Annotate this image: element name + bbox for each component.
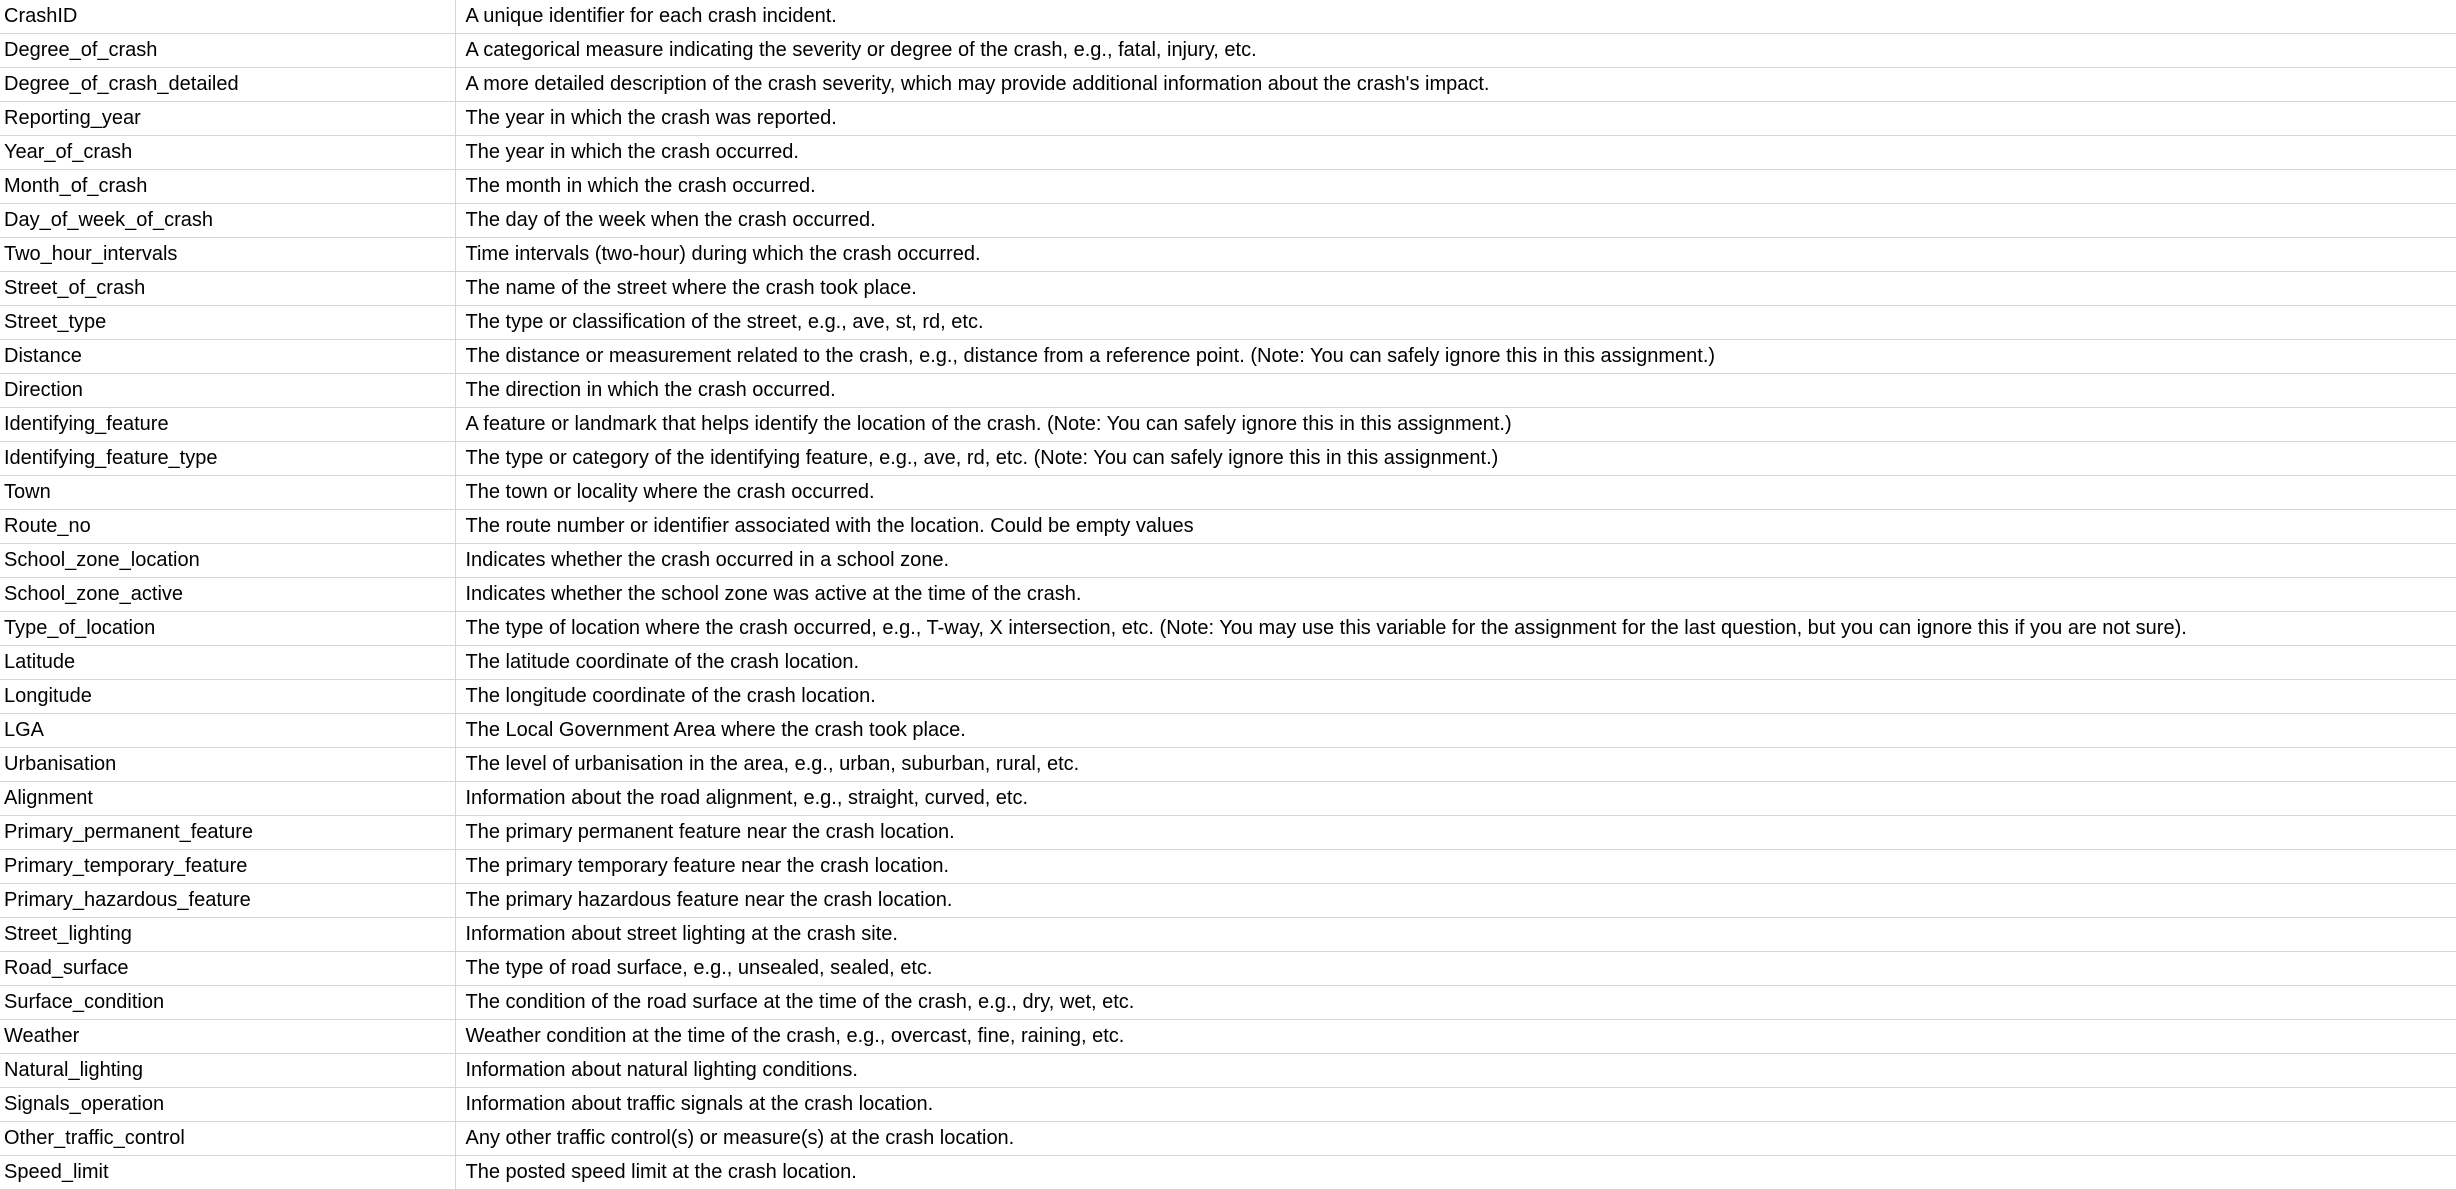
variable-name-cell[interactable]: Latitude	[0, 646, 455, 680]
variable-name-cell[interactable]: Direction	[0, 374, 455, 408]
variable-name-cell[interactable]: Weather	[0, 1020, 455, 1054]
variable-name-cell[interactable]: Longitude	[0, 680, 455, 714]
variable-description-cell[interactable]: The name of the street where the crash took place.	[455, 272, 2456, 306]
variable-description-cell[interactable]: The type or category of the identifying feature, e.g., ave, rd, etc. (Note: You can safely ignore this in this assignment.)	[455, 442, 2456, 476]
variable-name-cell[interactable]: Primary_permanent_feature	[0, 816, 455, 850]
variable-description-cell[interactable]: Weather condition at the time of the crash, e.g., overcast, fine, raining, etc.	[455, 1020, 2456, 1054]
variable-name-cell[interactable]: Speed_limit	[0, 1156, 455, 1190]
variable-name-cell[interactable]: Month_of_crash	[0, 170, 455, 204]
variable-name-cell[interactable]: Day_of_week_of_crash	[0, 204, 455, 238]
variable-description-cell[interactable]: Any other traffic control(s) or measure(s) at the crash location.	[455, 1122, 2456, 1156]
table-row	[0, 408, 2456, 442]
table-row	[0, 0, 2456, 34]
variable-description-cell[interactable]: The level of urbanisation in the area, e.g., urban, suburban, rural, etc.	[455, 748, 2456, 782]
table-row	[0, 952, 2456, 986]
variable-description-cell[interactable]: Information about traffic signals at the crash location.	[455, 1088, 2456, 1122]
variable-description-cell[interactable]: Information about the road alignment, e.g., straight, curved, etc.	[455, 782, 2456, 816]
variable-description-cell[interactable]: The primary hazardous feature near the crash location.	[455, 884, 2456, 918]
variable-description-cell[interactable]: Time intervals (two-hour) during which the crash occurred.	[455, 238, 2456, 272]
variable-name-cell[interactable]: Route_no	[0, 510, 455, 544]
variable-description-cell[interactable]: The latitude coordinate of the crash location.	[455, 646, 2456, 680]
variable-name-cell[interactable]: Natural_lighting	[0, 1054, 455, 1088]
variable-description-cell[interactable]: The primary permanent feature near the crash location.	[455, 816, 2456, 850]
variable-description-cell[interactable]: The type of location where the crash occurred, e.g., T-way, X intersection, etc. (Note: You may use this variable for the assignment for the last question, but you can ignore this if you are not sure).	[455, 612, 2456, 646]
table-row	[0, 102, 2456, 136]
table-row	[0, 918, 2456, 952]
variable-description-cell[interactable]: The month in which the crash occurred.	[455, 170, 2456, 204]
table-row	[0, 510, 2456, 544]
variable-description-cell[interactable]: The posted speed limit at the crash location.	[455, 1156, 2456, 1190]
table-row	[0, 442, 2456, 476]
variable-description-cell[interactable]: The town or locality where the crash occurred.	[455, 476, 2456, 510]
variable-description-cell[interactable]: A feature or landmark that helps identify the location of the crash. (Note: You can safely ignore this in this assignment.)	[455, 408, 2456, 442]
table-row	[0, 1122, 2456, 1156]
variable-name-cell[interactable]: Other_traffic_control	[0, 1122, 455, 1156]
variable-name-cell[interactable]: Road_surface	[0, 952, 455, 986]
variable-description-cell[interactable]: A unique identifier for each crash incident.	[455, 0, 2456, 34]
table-row	[0, 612, 2456, 646]
table-row	[0, 136, 2456, 170]
table-row	[0, 476, 2456, 510]
variable-description-cell[interactable]: Indicates whether the school zone was active at the time of the crash.	[455, 578, 2456, 612]
variable-name-cell[interactable]: Surface_condition	[0, 986, 455, 1020]
table-row	[0, 782, 2456, 816]
variable-name-cell[interactable]: School_zone_active	[0, 578, 455, 612]
table-row	[0, 578, 2456, 612]
variable-description-cell[interactable]: The primary temporary feature near the crash location.	[455, 850, 2456, 884]
table-row	[0, 306, 2456, 340]
variable-name-cell[interactable]: Distance	[0, 340, 455, 374]
variable-name-cell[interactable]: Identifying_feature	[0, 408, 455, 442]
variable-name-cell[interactable]: Degree_of_crash_detailed	[0, 68, 455, 102]
variable-description-cell[interactable]: A categorical measure indicating the severity or degree of the crash, e.g., fatal, injury, etc.	[455, 34, 2456, 68]
variable-name-cell[interactable]: CrashID	[0, 0, 455, 34]
variable-name-cell[interactable]: Street_lighting	[0, 918, 455, 952]
variable-description-cell[interactable]: Information about street lighting at the crash site.	[455, 918, 2456, 952]
variable-name-cell[interactable]: Primary_hazardous_feature	[0, 884, 455, 918]
variable-name-cell[interactable]: Degree_of_crash	[0, 34, 455, 68]
variable-description-cell[interactable]: The day of the week when the crash occurred.	[455, 204, 2456, 238]
variable-description-cell[interactable]: The longitude coordinate of the crash location.	[455, 680, 2456, 714]
variable-description-cell[interactable]: A more detailed description of the crash severity, which may provide additional information about the crash's impact.	[455, 68, 2456, 102]
table-row	[0, 748, 2456, 782]
table-row	[0, 850, 2456, 884]
table-row	[0, 884, 2456, 918]
variable-description-cell[interactable]: The condition of the road surface at the time of the crash, e.g., dry, wet, etc.	[455, 986, 2456, 1020]
variable-description-cell[interactable]: Indicates whether the crash occurred in a school zone.	[455, 544, 2456, 578]
table-row	[0, 680, 2456, 714]
variable-description-cell[interactable]: The year in which the crash occurred.	[455, 136, 2456, 170]
table-row	[0, 68, 2456, 102]
variable-name-cell[interactable]: Signals_operation	[0, 1088, 455, 1122]
variable-description-cell[interactable]: The route number or identifier associated with the location. Could be empty values	[455, 510, 2456, 544]
variable-name-cell[interactable]: Identifying_feature_type	[0, 442, 455, 476]
table-row	[0, 34, 2456, 68]
variable-name-cell[interactable]: Type_of_location	[0, 612, 455, 646]
variable-description-cell[interactable]: The direction in which the crash occurred.	[455, 374, 2456, 408]
variable-name-cell[interactable]: Year_of_crash	[0, 136, 455, 170]
variable-name-cell[interactable]: Urbanisation	[0, 748, 455, 782]
variable-name-cell[interactable]: Reporting_year	[0, 102, 455, 136]
table-row	[0, 816, 2456, 850]
table-row	[0, 646, 2456, 680]
table-row	[0, 170, 2456, 204]
variable-description-cell[interactable]: The Local Government Area where the crash took place.	[455, 714, 2456, 748]
variable-name-cell[interactable]: Primary_temporary_feature	[0, 850, 455, 884]
variable-description-cell[interactable]: The type of road surface, e.g., unsealed, sealed, etc.	[455, 952, 2456, 986]
table-row	[0, 544, 2456, 578]
table-row	[0, 1156, 2456, 1190]
variable-name-cell[interactable]: LGA	[0, 714, 455, 748]
variable-description-cell[interactable]: The type or classification of the street, e.g., ave, st, rd, etc.	[455, 306, 2456, 340]
variable-name-cell[interactable]: Street_type	[0, 306, 455, 340]
table-row	[0, 1054, 2456, 1088]
table-row	[0, 986, 2456, 1020]
table-row	[0, 1020, 2456, 1054]
variable-name-cell[interactable]: School_zone_location	[0, 544, 455, 578]
table-row	[0, 238, 2456, 272]
variable-name-cell[interactable]: Street_of_crash	[0, 272, 455, 306]
table-row	[0, 272, 2456, 306]
variable-name-cell[interactable]: Alignment	[0, 782, 455, 816]
table-row	[0, 714, 2456, 748]
table-row	[0, 1088, 2456, 1122]
variable-description-cell[interactable]: Information about natural lighting conditions.	[455, 1054, 2456, 1088]
table-row	[0, 374, 2456, 408]
variable-name-cell[interactable]: Town	[0, 476, 455, 510]
table-row	[0, 204, 2456, 238]
table-row	[0, 340, 2456, 374]
variable-description-cell[interactable]: The distance or measurement related to the crash, e.g., distance from a reference point. (Note: You can safely ignore this in this assignment.)	[455, 340, 2456, 374]
variable-description-cell[interactable]: The year in which the crash was reported.	[455, 102, 2456, 136]
variable-name-cell[interactable]: Two_hour_intervals	[0, 238, 455, 272]
